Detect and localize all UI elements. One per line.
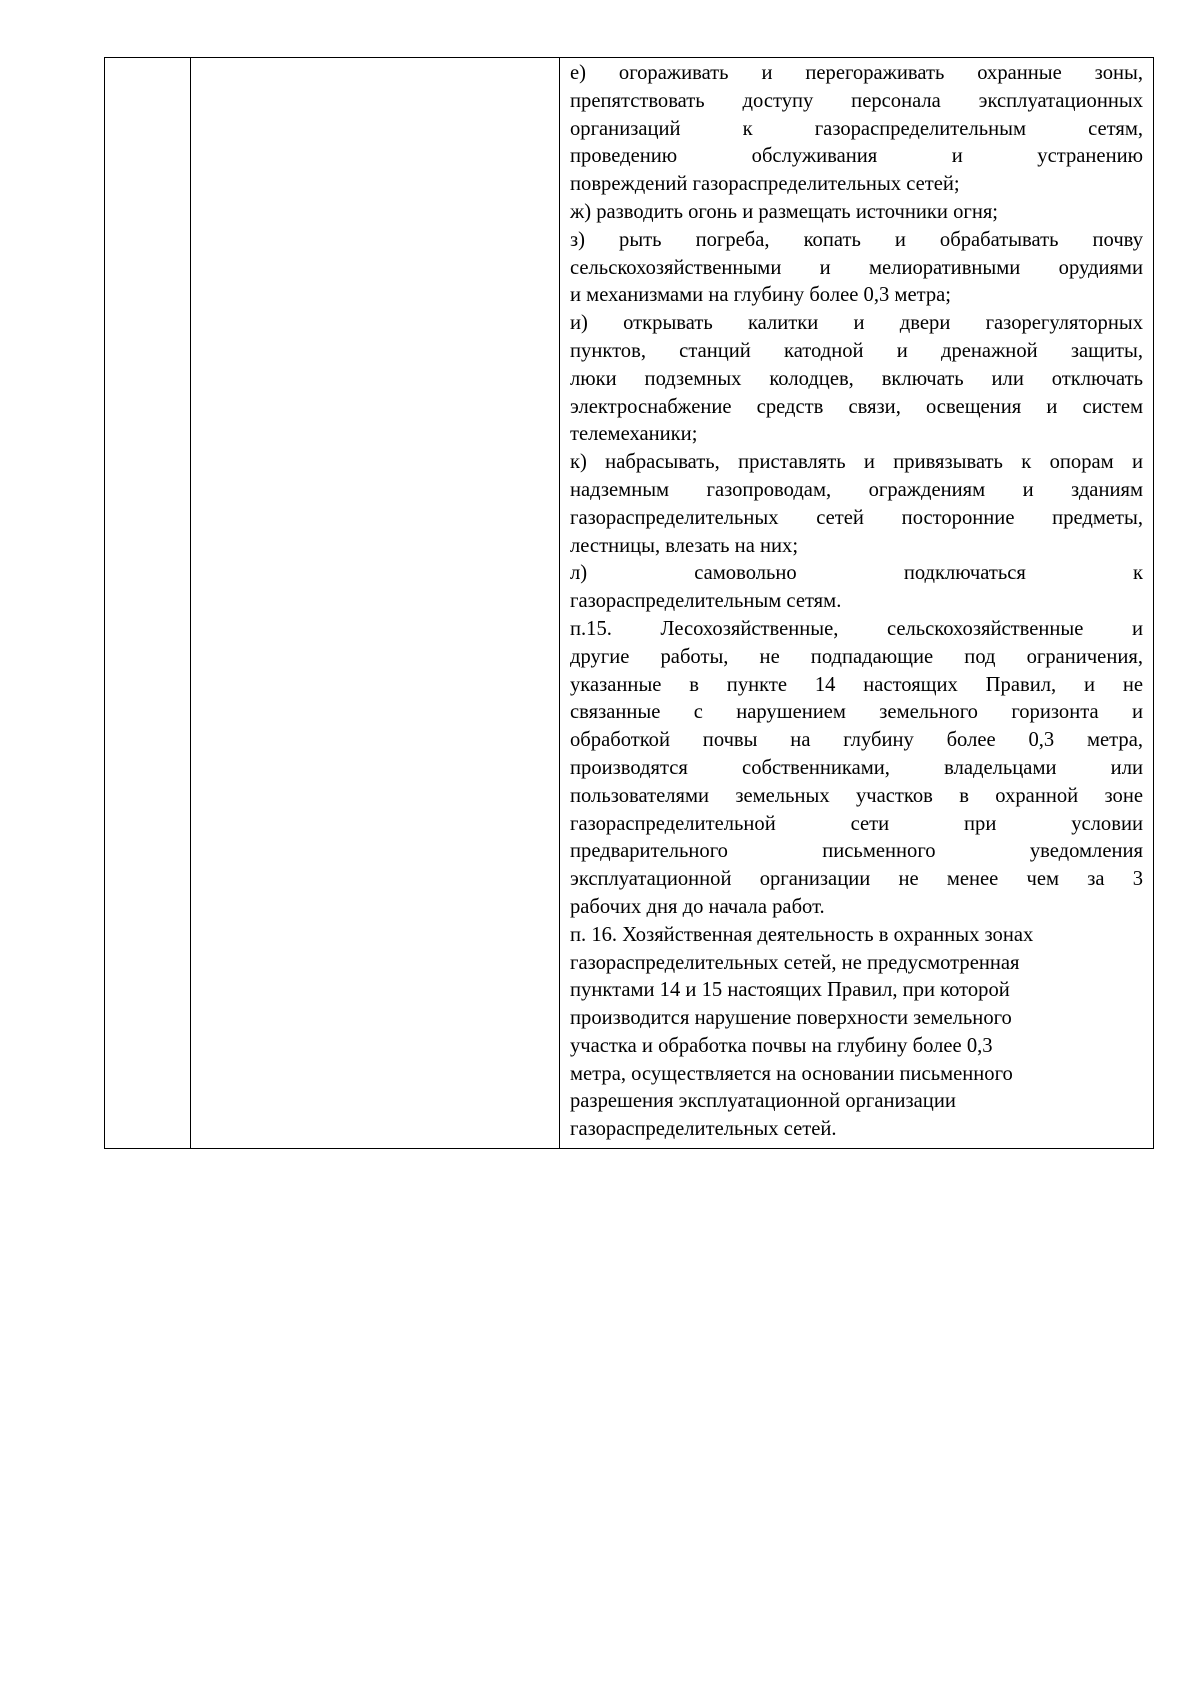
paragraph-k-line: лестницы, влезать на них; [570,534,799,557]
paragraph-15-line: рабочих дня до начала работ. [570,895,825,918]
subject-cell [191,58,560,1149]
paragraph-16-line: п. 16. Хозяйственная деятельность в охранных зонах [570,923,1034,946]
paragraph-i-line: пунктов, станций катодной и дренажной защиты, [570,339,1143,362]
paragraph-e-line: повреждений газораспределительных сетей; [570,173,960,196]
paragraph-k-line: надземным газопроводам, ограждениям и зданиям [570,478,1143,501]
paragraph-16-line: участка и обработка почвы на глубину более 0,3 [570,1034,993,1057]
paragraph-e-line: препятствовать доступу персонала эксплуатационных [570,89,1143,112]
paragraph-k-line: газораспределительных сетей посторонние предметы, [570,506,1143,529]
paragraph-e-line: проведению обслуживания и устранению [570,145,1143,168]
paragraph-k-line: к) набрасывать, приставлять и привязывать к опорам и [570,451,1143,474]
paragraph-15-line: газораспределительной сети при условии [570,812,1143,835]
paragraph-15-line: обработкой почвы на глубину более 0,3 метра, [570,729,1143,752]
paragraph-15-line: связанные с нарушением земельного горизонта и [570,701,1143,724]
paragraph-e-line: е) огораживать и перегораживать охранные зоны, [570,62,1143,84]
paragraph-z-line: з) рыть погреба, копать и обрабатывать почву [570,228,1143,251]
paragraph-15-line: пользователями земельных участков в охранной зоне [570,784,1143,807]
paragraph-z-line: сельскохозяйственными и мелиоративными орудиями [570,256,1143,279]
paragraph-15-line: производятся собственниками, владельцами или [570,756,1143,779]
paragraph-e-line: организаций к газораспределительным сетям, [570,117,1143,140]
paragraph-z-line: и механизмами на глубину более 0,3 метра; [570,284,952,307]
paragraph-zh-line: ж) разводить огонь и размещать источники огня; [570,200,999,223]
paragraph-16-line: метра, осуществляется на основании письменного [570,1062,1013,1085]
paragraph-i-line: телемеханики; [570,423,698,446]
paragraph-16-line: газораспределительных сетей, не предусмотренная [570,951,1020,974]
content-cell [560,58,1154,1149]
paragraph-l-line: л) самовольно подключаться к [570,562,1143,585]
paragraph-15-line: эксплуатационной организации не менее чем за 3 [570,868,1143,891]
paragraph-l-line: газораспределительным сетям. [570,590,842,613]
paragraph-i-line: люки подземных колодцев, включать или отключать [570,367,1143,390]
paragraph-15-line: предварительного письменного уведомления [570,840,1143,863]
paragraph-16-line: пунктами 14 и 15 настоящих Правил, при которой [570,979,1010,1002]
content-text [560,58,1153,1148]
paragraph-i-line: и) открывать калитки и двери газорегуляторных [570,312,1143,335]
paragraph-15-line: другие работы, не подпадающие под ограничения, [570,645,1143,668]
paragraph-16-line: разрешения эксплуатационной организации [570,1090,956,1113]
regulation-table [104,57,1154,1149]
paragraph-i-line: электроснабжение средств связи, освещения и систем [570,395,1143,418]
table-row [105,58,1154,1149]
paragraph-15-line: п.15. Лесохозяйственные, сельскохозяйственные и [570,617,1143,640]
number-cell [105,58,191,1149]
paragraph-16-line: производится нарушение поверхности земельного [570,1007,1012,1030]
paragraph-15-line: указанные в пункте 14 настоящих Правил, и не [570,673,1143,696]
paragraph-16-line: газораспределительных сетей. [570,1118,837,1141]
